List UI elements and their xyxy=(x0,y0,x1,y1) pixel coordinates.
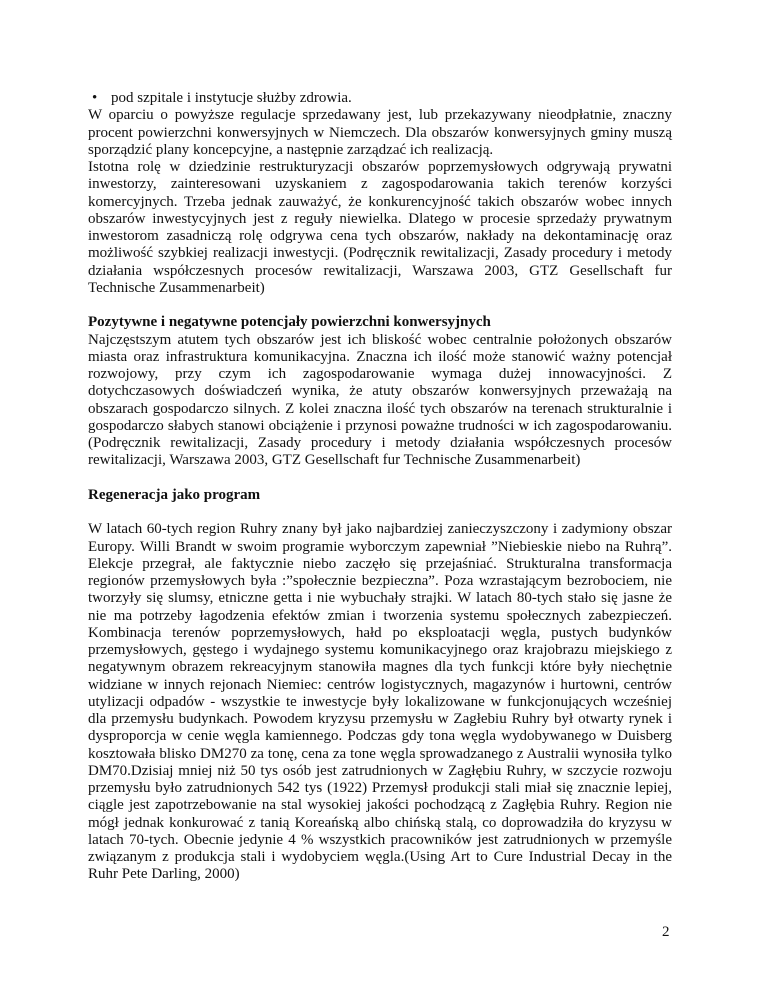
bullet-dot-icon: • xyxy=(92,90,98,106)
text-line: Technische Zusammenarbeit) xyxy=(88,279,265,296)
bullet-list-item xyxy=(88,90,672,107)
text-line: obszarach gospodarczo silnych. Z kolei znaczna ilość tych obszarów na terenach strukturalnie i xyxy=(88,400,672,417)
text-line: dotychczasowych doświadczeń wynika, że atuty obszarów konwersyjnych przeważają na xyxy=(88,383,672,400)
text-line: komercyjnych. Trzeba jednak zauważyć, że konkurencyjność takich obszarów wobec innych xyxy=(88,193,672,210)
text-line: kosztowała blisko DM270 za tonę, cena za tone węgla sprowadzanego z Australii wynosiła tylko xyxy=(88,745,672,762)
text-line: inwestorzy, zainteresowani uzyskaniem z zagospodarowania takich terenów korzyści xyxy=(88,176,672,193)
paragraph-2 xyxy=(88,159,672,297)
text-line: regionów przemysłowych była :”społecznie bezpieczna”. Poza wzrastającym bezrobociem, nie xyxy=(88,573,672,589)
text-line: W latach 60-tych region Ruhry znany był jako najbardziej zanieczyszczony i zadymiony obszar xyxy=(88,521,672,538)
text-line: tworzyły się slumsy, etniczne getta i nie wybuchały strajki. W latach 80-tych stało się jasne że xyxy=(88,590,672,607)
text-line: rewitalizacji, Warszawa 2003, GTZ Gesellschaft fur Technische Zusammenarbeit) xyxy=(88,452,581,469)
text-line: W oparciu o powyższe regulacje sprzedawany jest, lub przekazywany nieodpłatnie, znaczny xyxy=(88,107,672,124)
text-line: widziane w innych rejonach Niemiec: centrów logistycznych, magazynów i hurtowni, centrów xyxy=(88,676,672,693)
text-line: negatywnym obrazem rekreacyjnym stanowiła magnes dla tych funkcji które były niechętnie xyxy=(88,659,672,676)
paragraph-1 xyxy=(88,107,672,159)
text-line: Istotna rolę w dziedzinie restrukturyzacji obszarów poprzemysłowych odgrywają prywatni xyxy=(88,159,672,175)
text-line: przemysłu było zatrudnionych 542 tys (1922) Przemysł produkcji stali miał się znacznie lepiej, xyxy=(88,780,672,796)
text-line: procent powierzchni konwersyjnych w Niemczech. Dla obszarów konwersyjnych gminy muszą xyxy=(88,124,672,141)
text-line: dysproporcja w cenie węgla kamiennego. Podczas gdy tona węgla wydobywanego w Duisberg xyxy=(88,728,672,745)
text-line: mógł jednak konkurować z tanią Koreańską albo chińską stalą, co doprowadziła do kryzysu w xyxy=(88,814,672,831)
section-heading-regeneration: Regeneracja jako program xyxy=(88,486,261,503)
text-line: działania współczesnych procesów rewitalizacji, Warszawa 2003, GTZ Gesellschaft fur xyxy=(88,262,672,279)
text-line: latach 70-tych. Obecnie jedynie 4 % wszystkich pracowników jest zatrudnionych w przemyśle xyxy=(88,831,672,848)
text-line: możliwość szybkiej realizacji inwestycji. (Podręcznik rewitalizacji, Zasady procedury i metody xyxy=(88,245,672,262)
document-page xyxy=(88,90,672,884)
text-line: sporządzić plany koncepcyjne, a następnie zarządzać ich realizacją. xyxy=(88,141,494,158)
text-line: przemysłowych, gęstego i wydajnego systemu komunikacyjnego oraz krajobrazu miejskiego z xyxy=(88,642,672,658)
section-heading-potentials: Pozytywne i negatywne potencjały powierzchni konwersyjnych xyxy=(88,314,491,331)
text-line: Europy. Willi Brandt w swoim programie wyborczym zapewniał ”Niebieskie niebo na Ruhrą”. xyxy=(88,538,672,555)
text-line: rozwojowy, przy czym ich zagospodarowanie wymaga dużej innowacyjności. Z xyxy=(88,366,672,382)
page-number: 2 xyxy=(662,924,670,940)
text-line: Elekcje przegrał, ale faktycznie niebo zaczęło się przejaśniać. Strukturalna transformacja xyxy=(88,555,672,572)
text-line: miasta oraz infrastruktura komunikacyjna. Znaczna ich ilość może stanowić ważny potencjał xyxy=(88,348,672,365)
text-line: gospodarczo słabych stanowi obciążenie i przynosi poważne trudności w ich zagospodarowaniu. xyxy=(88,417,672,434)
text-line: (Podręcznik rewitalizacji, Zasady procedury i metody działania współczesnych procesów xyxy=(88,435,672,451)
text-line: nie ma potrzeby łagodzenia efektów zmian i tworzenia systemu społecznych zabezpieczeń. xyxy=(88,607,672,624)
text-line: inwestorom zasadniczą rolę odgrywa cena tych obszarów, nakłady na dekontaminację oraz xyxy=(88,228,672,244)
text-line: DM70.Dzisiaj mniej niż 50 tys osób jest zatrudnionych w Zagłębiu Ruhry, w szczycie rozwoju xyxy=(88,762,672,779)
bullet-text: pod szpitale i instytucje służby zdrowia. xyxy=(111,90,352,106)
text-line: związanym z produkcja stali i wydobyciem węgla.(Using Art to Cure Industrial Decay in the xyxy=(88,849,672,865)
text-line: dla przemysłu budynkach. Powodem kryzysu przemysłu w Zagłebiu Ruhry był otwarty rynek i xyxy=(88,711,672,727)
text-line: Ruhr Pete Darling, 2000) xyxy=(88,866,240,883)
text-line: Najczęstszym atutem tych obszarów jest ich bliskość wobec centralnie położonych obszarów xyxy=(88,331,672,348)
text-line: utylizacji odpadów - wszystkie te inwestycje były lokalizowane w funkcjonujących wcześniej xyxy=(88,693,672,710)
text-line: ciągle jest zapotrzebowanie na stal wysokiej jakości pochodzącą z Zagłębia Ruhry. Region nie xyxy=(88,797,672,814)
text-line: Kombinacja terenów poprzemysłowych, hałd po eksploatacji węgla, pustych budynków xyxy=(88,624,672,641)
paragraph-3 xyxy=(88,332,672,470)
text-line: obszarów inwestycyjnych jest z reguły niewielka. Dlatego w procesie sprzedaży prywatnym xyxy=(88,210,672,227)
paragraph-4 xyxy=(88,521,672,883)
